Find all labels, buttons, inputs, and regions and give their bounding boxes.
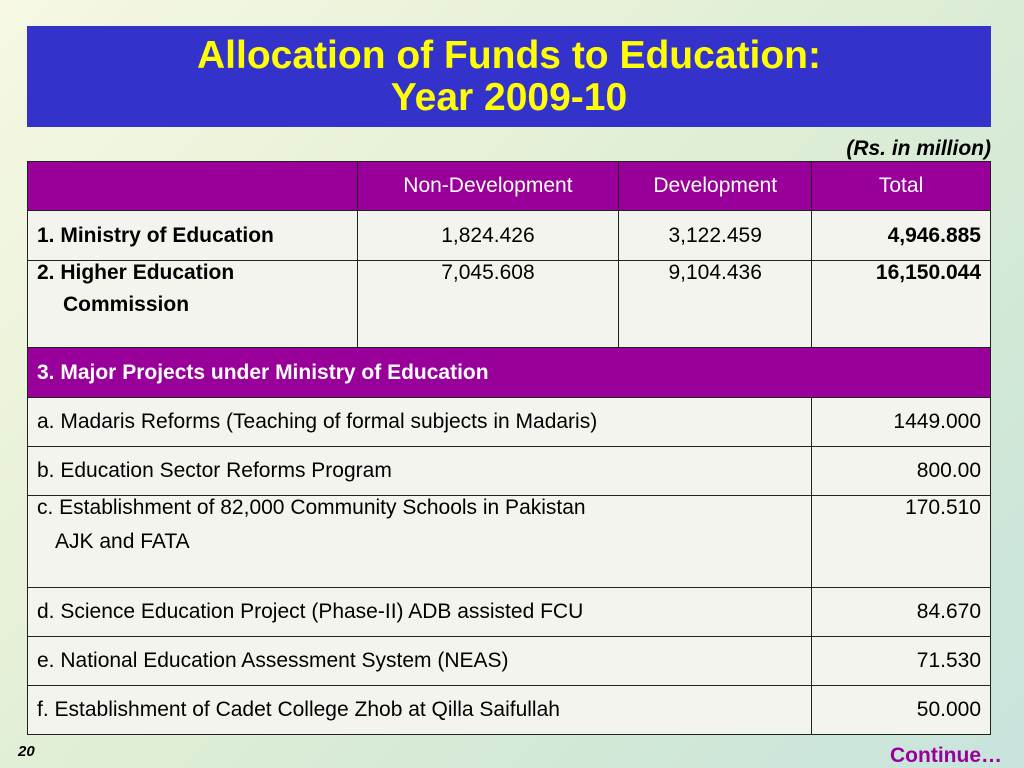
title-line-2: Year 2009-10 <box>390 75 628 119</box>
project-label: b. Education Sector Reforms Program <box>28 447 812 496</box>
table-row <box>28 447 991 496</box>
development-cell: 3,122.459 <box>619 211 812 261</box>
non-development-cell: 7,045.608 <box>357 261 619 348</box>
column-header: Total <box>812 162 991 211</box>
project-value: 84.670 <box>812 588 991 637</box>
table-row <box>28 398 991 447</box>
page-number: 20 <box>18 743 35 760</box>
development-cell: 9,104.436 <box>619 261 812 348</box>
table-row <box>28 588 991 637</box>
project-label-text-continued: AJK and FATA <box>55 530 190 553</box>
project-value: 71.530 <box>812 637 991 686</box>
non-development-cell: 1,824.426 <box>357 211 619 261</box>
section-header-row <box>28 348 991 398</box>
table-row <box>28 686 991 735</box>
project-label: f. Establishment of Cadet College Zhob at Qilla Saifullah <box>28 686 812 735</box>
project-value: 170.510 <box>812 496 991 588</box>
row-label-text-continued: Commission <box>63 293 190 316</box>
row-label-text: 2. Higher Education <box>37 261 235 284</box>
row-label <box>28 211 358 261</box>
table-row <box>28 261 991 348</box>
units-note: (Rs. in million) <box>846 137 991 160</box>
column-header: Development <box>619 162 812 211</box>
column-header <box>28 162 358 211</box>
column-header: Non-Development <box>357 162 619 211</box>
section-label: 3. Major Projects under Ministry of Education <box>28 348 991 398</box>
table-row <box>28 211 991 261</box>
table-row <box>28 637 991 686</box>
project-value: 800.00 <box>812 447 991 496</box>
funds-table <box>27 161 991 735</box>
project-label: e. National Education Assessment System (NEAS) <box>28 637 812 686</box>
project-label: a. Madaris Reforms (Teaching of formal subjects in Madaris) <box>28 398 812 447</box>
row-label-text: 1. Ministry of Education <box>37 223 274 247</box>
project-label <box>28 496 812 588</box>
row-label <box>28 261 358 348</box>
total-cell: 4,946.885 <box>812 211 991 261</box>
table-row <box>28 496 991 588</box>
continue-link[interactable]: Continue… <box>890 744 1002 767</box>
table-header-row <box>28 162 991 211</box>
project-value: 50.000 <box>812 686 991 735</box>
total-cell: 16,150.044 <box>812 261 991 348</box>
slide-title <box>27 26 991 127</box>
project-label-text: c. Establishment of 82,000 Community Schools in Pakistan <box>37 496 586 519</box>
project-label: d. Science Education Project (Phase-II) ADB assisted FCU <box>28 588 812 637</box>
project-value: 1449.000 <box>812 398 991 447</box>
title-line-1: Allocation of Funds to Education: <box>197 33 821 77</box>
